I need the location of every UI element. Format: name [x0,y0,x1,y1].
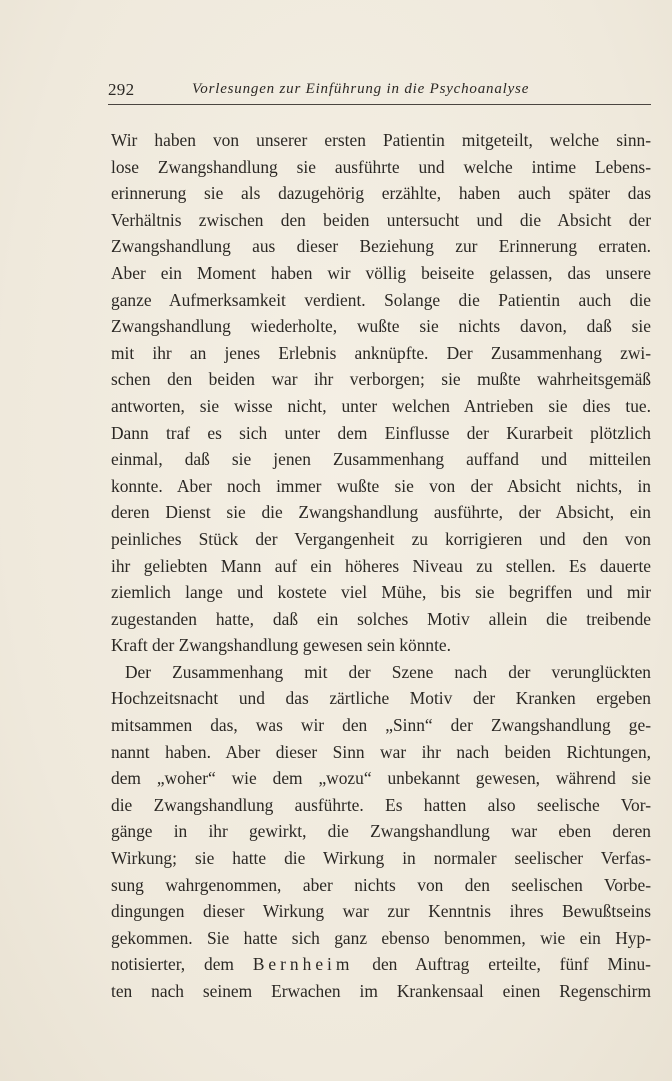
body-text [111,127,651,1005]
text-line: Kraft der Zwangshandlung gewesen sein könnte. [111,635,451,656]
text-line: peinliches Stück der Vergangenheit zu korrigieren und den von [111,528,651,549]
text-line: sung wahrgenommen, aber nichts von den seelischen Vorbe- [111,874,651,895]
text-fragment: den Auftrag erteilte, fünf Minu- [372,954,651,975]
text-line: Der Zusammenhang mit der Szene nach der verunglückten [125,661,651,682]
text-line [111,951,651,978]
text-line: Zwangshandlung wiederholte, wußte sie nichts davon, daß sie [111,316,651,337]
author-name-spaced: Bernheim [252,954,354,975]
text-line: mitsammen das, was wir den „Sinn“ der Zwangshandlung ge- [111,715,651,736]
header-rule [108,104,651,105]
text-fragment: notisierter, dem [111,954,234,975]
page-header [108,80,652,104]
text-line: antworten, sie wisse nicht, unter welchen Antrieben sie dies tue. [111,395,651,416]
text-line: dem „woher“ wie dem „wozu“ unbekannt gewesen, während sie [111,768,651,789]
text-line: ihr geliebten Mann auf ein höheres Niveau zu stellen. Es dauerte [111,555,651,576]
text-line: Wir haben von unserer ersten Patientin mitgeteilt, welche sinn- [111,130,651,150]
text-line: dingungen dieser Wirkung war zur Kenntnis ihres Bewußtseins [111,901,651,922]
text-line: deren Dienst sie die Zwangshandlung ausführte, der Absicht, ein [111,502,651,523]
text-line: gekommen. Sie hatte sich ganz ebenso benommen, wie ein Hyp- [111,927,651,948]
text-line: Dann traf es sich unter dem Einflusse der Kurarbeit plötzlich [111,422,651,443]
page-number: 292 [108,80,135,99]
text-line: mit ihr an jenes Erlebnis anknüpfte. Der Zusammenhang zwi- [111,342,651,363]
text-line: Zwangshandlung aus dieser Beziehung zur Erinnerung erraten. [111,236,651,257]
text-line: nannt haben. Aber dieser Sinn war ihr nach beiden Richtungen, [111,741,651,762]
text-line: einmal, daß sie jenen Zusammenhang auffand und mitteilen [111,449,651,470]
text-line: Hochzeitsnacht und das zärtliche Motiv der Kranken ergeben [111,688,651,709]
text-line: konnte. Aber noch immer wußte sie von der Absicht nichts, in [111,475,651,496]
text-line: die Zwangshandlung ausführte. Es hatten also seelische Vor- [111,794,651,815]
text-line: Verhältnis zwischen den beiden untersucht und die Absicht der [111,209,651,230]
text-line: ziemlich lange und kostete viel Mühe, bis sie begriffen und mir [111,582,651,603]
text-line: ganze Aufmerksamkeit verdient. Solange die Patientin auch die [111,289,651,310]
text-line: zugestanden hatte, daß ein solches Motiv allein die treibende [111,608,651,629]
text-line: erinnerung sie als dazugehörig erzählte, haben auch später das [111,183,651,204]
text-line: schen den beiden war ihr verborgen; sie mußte wahrheitsgemäß [111,369,651,390]
running-title: Vorlesungen zur Einführung in die Psychoanalyse [192,81,530,97]
text-line: gänge in ihr gewirkt, die Zwangshandlung war eben deren [111,821,651,842]
text-line: Aber ein Moment haben wir völlig beiseite gelassen, das unsere [111,262,651,283]
text-line: Wirkung; sie hatte die Wirkung in normaler seelischer Verfas- [111,848,651,869]
text-line: ten nach seinem Erwachen im Krankensaal einen Regenschirm [111,981,651,1001]
text-line: lose Zwangshandlung sie ausführte und welche intime Lebens- [111,156,651,177]
